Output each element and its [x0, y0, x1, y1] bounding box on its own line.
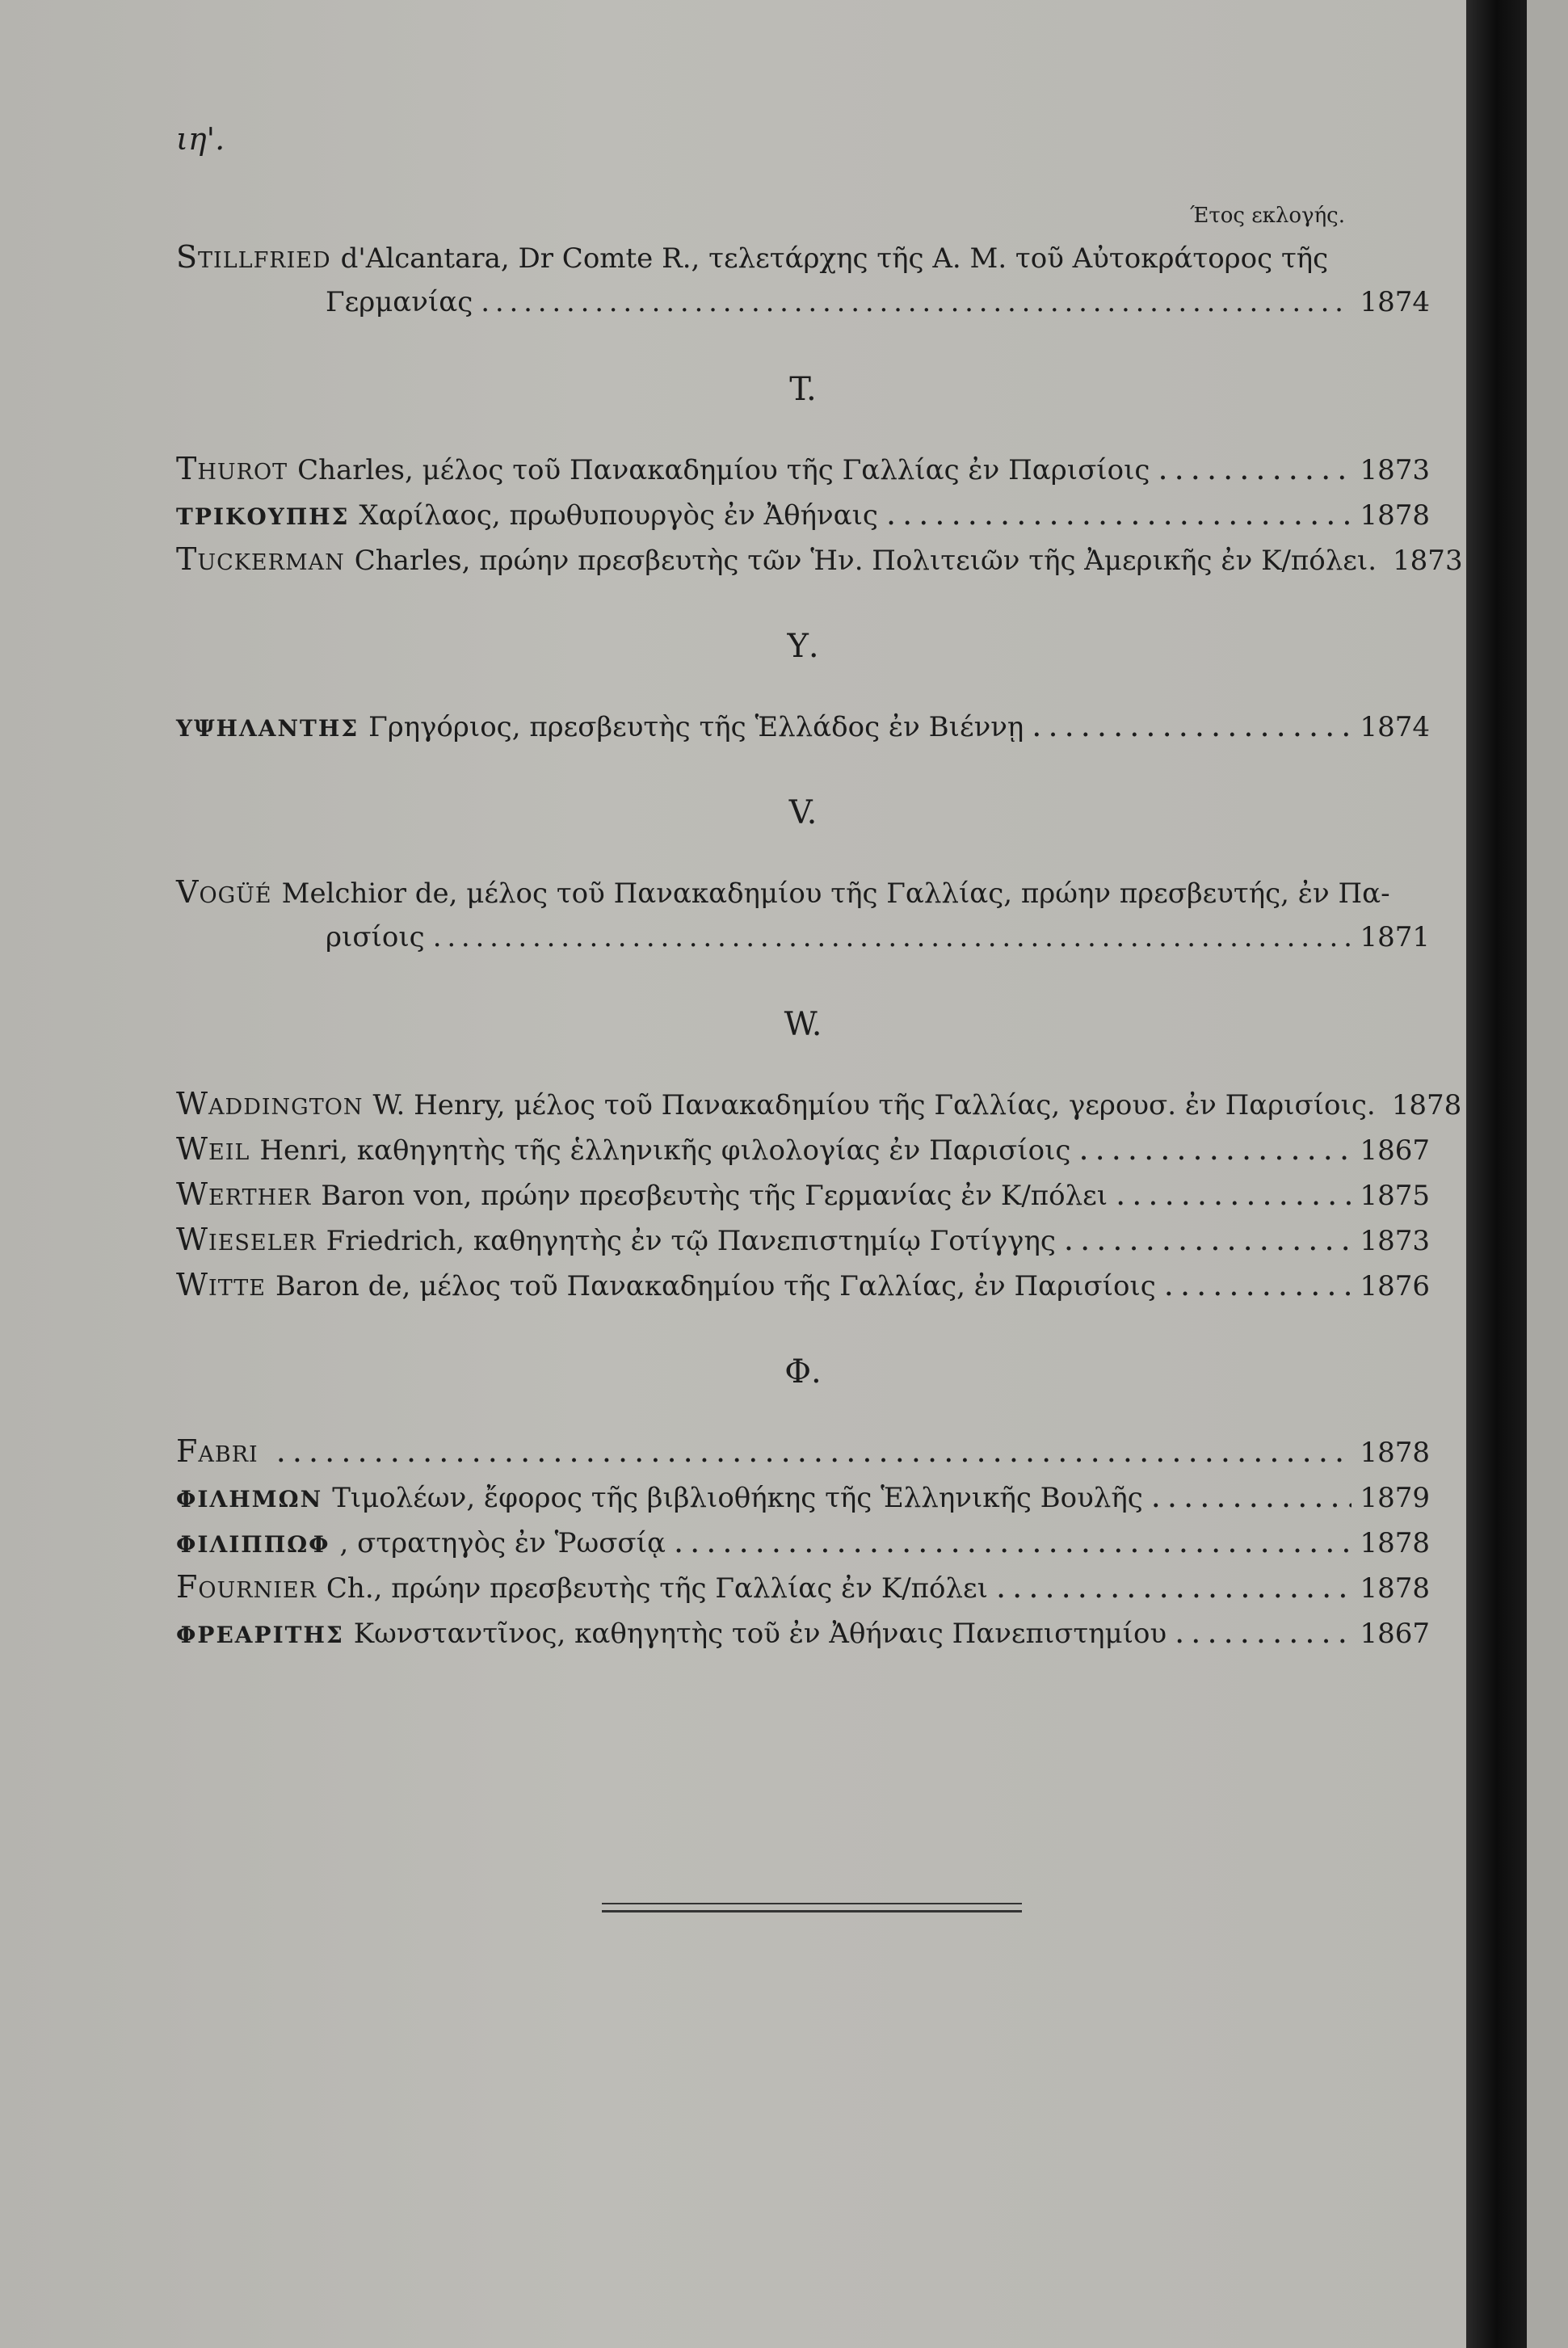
list-entry [176, 1429, 1430, 1474]
entry-name: Vogüé [176, 874, 272, 910]
entry-year: 1878 [1360, 1527, 1430, 1559]
dot-leader [1032, 703, 1352, 748]
adjacent-page-edge [1527, 0, 1568, 2348]
entries-list [176, 234, 1463, 1655]
entry-year: 1876 [1360, 1270, 1430, 1302]
entry-description: Baron de, μέλος τοῦ Πανακαδημίου τῆς Γαλλίας, ἐν Παρισίοις [275, 1270, 1156, 1302]
dot-leader [996, 1564, 1352, 1610]
entry-year: 1873 [1360, 1225, 1430, 1257]
list-entry [176, 703, 1430, 748]
entry-name: Witte [176, 1267, 266, 1302]
entry-name: Tuckerman [176, 541, 345, 577]
dot-leader [276, 1429, 1352, 1474]
entry-year: 1875 [1360, 1180, 1430, 1212]
list-entry [176, 1081, 1462, 1126]
entry-year: 1874 [1360, 286, 1430, 318]
entry-description: W. Henry, μέλος τοῦ Πανακαδημίου τῆς Γαλλίας, γερουσ. ἐν Παρισίοις. [372, 1089, 1376, 1121]
dot-leader [886, 491, 1352, 537]
list-entry [176, 1519, 1430, 1564]
entry-name: Stillfried [176, 239, 331, 275]
entry-name: ΥΨΗΛΑΝΤΗΣ [176, 715, 359, 742]
dot-leader [481, 280, 1352, 325]
list-entry [176, 1610, 1430, 1655]
list-entry [176, 446, 1430, 491]
dot-leader [1078, 1126, 1352, 1172]
entry-name: ΦΙΛΙΠΠΩΦ [176, 1531, 330, 1558]
entry-year: 1878 [1391, 1089, 1462, 1121]
year-column-header: Έτος εκλογής. [1189, 204, 1345, 228]
list-entry [176, 1217, 1430, 1262]
entry-description: Τιμολέων, ἔφορος τῆς βιβλιοθήκης τῆς Ἑλληνικῆς Βουλῆς [332, 1482, 1143, 1514]
list-entry [176, 537, 1463, 582]
entry-year: 1878 [1360, 1572, 1430, 1605]
entry-year: 1878 [1360, 499, 1430, 532]
list-entry [176, 1564, 1430, 1610]
entry-description: , στρατηγὸς ἐν Ῥωσσίᾳ [339, 1527, 666, 1559]
entry-continuation: Γερμανίας [326, 286, 473, 318]
entry-description: d'Alcantara, Dr Comte R., τελετάρχης τῆς Α. Μ. τοῦ Αὐτοκράτορος τῆς [340, 242, 1329, 275]
entry-year: 1873 [1360, 454, 1430, 486]
dot-leader [1151, 1474, 1352, 1519]
entry-description: Ch., πρώην πρεσβευτὴς τῆς Γαλλίας ἐν Κ/πόλει [326, 1572, 988, 1605]
dot-leader [1158, 446, 1352, 491]
dot-leader [1116, 1172, 1352, 1217]
entry-name: ΦΙΛΗΜΩΝ [176, 1486, 323, 1513]
list-entry [176, 491, 1430, 537]
dot-leader [433, 915, 1352, 960]
entry-description: Baron von, πρώην πρεσβευτὴς τῆς Γερμανίας ἐν Κ/πόλει [321, 1180, 1108, 1212]
list-entry [176, 869, 1430, 960]
entry-name: Weil [176, 1131, 250, 1167]
entry-name: Wieseler [176, 1222, 317, 1257]
end-rule [602, 1903, 1022, 1912]
entry-name: Thurot [176, 451, 288, 486]
entry-description: Χαρίλαος, πρωθυπουργὸς ἐν Ἀθήναις [359, 499, 878, 532]
entry-year: 1871 [1360, 921, 1430, 953]
dot-leader [674, 1519, 1352, 1564]
book-spine-shadow [1466, 0, 1527, 2348]
entry-year: 1867 [1360, 1618, 1430, 1650]
dot-leader [1164, 1262, 1352, 1307]
entry-name: Fournier [176, 1569, 317, 1605]
entry-year: 1867 [1360, 1134, 1430, 1167]
entry-description: Charles, μέλος τοῦ Πανακαδημίου τῆς Γαλλίας ἐν Παρισίοις [297, 454, 1150, 486]
section-letter: Φ. [784, 1353, 822, 1391]
entry-name: ΦΡΕΑΡΙΤΗΣ [176, 1622, 344, 1648]
entry-name: Waddington [176, 1086, 364, 1121]
entry-description: Friedrich, καθηγητὴς ἐν τῷ Πανεπιστημίῳ Γοτίγγης [326, 1225, 1056, 1257]
list-entry [176, 1172, 1430, 1217]
list-entry [176, 1262, 1430, 1307]
entry-year: 1878 [1360, 1437, 1430, 1469]
section-letter: V. [788, 794, 818, 831]
entry-year: 1879 [1360, 1482, 1430, 1514]
section-letter: Υ. [787, 628, 819, 665]
entry-name: ΤΡΙΚΟΥΠΗΣ [176, 503, 350, 530]
dot-leader [1175, 1610, 1352, 1655]
entry-year: 1873 [1393, 545, 1463, 577]
entry-description: Κωνσταντῖνος, καθηγητὴς τοῦ ἐν Ἀθήναις Πανεπιστημίου [353, 1618, 1167, 1650]
entry-description: Charles, πρώην πρεσβευτὴς τῶν Ἡν. Πολιτειῶν τῆς Ἀμερικῆς ἐν Κ/πόλει. [354, 545, 1377, 577]
entry-continuation: ρισίοις [326, 921, 425, 953]
entry-description: Γρηγόριος, πρεσβευτὴς τῆς Ἑλλάδος ἐν Βιέννῃ [368, 711, 1024, 743]
entry-description: Henri, καθηγητὴς τῆς ἑλληνικῆς φιλολογίας ἐν Παρισίοις [259, 1134, 1071, 1167]
entry-description: Melchior de, μέλος τοῦ Πανακαδημίου τῆς Γαλλίας, πρώην πρεσβευτής, ἐν Πα- [281, 877, 1390, 910]
list-entry [176, 1126, 1430, 1172]
entry-name: Fabri [176, 1433, 259, 1469]
list-entry [176, 234, 1430, 325]
entry-name: Werther [176, 1176, 312, 1212]
section-letter: T. [789, 371, 817, 408]
list-entry [176, 1474, 1430, 1519]
section-letter: W. [784, 1006, 822, 1043]
page-number: ιη'. [176, 121, 225, 157]
dot-leader [1064, 1217, 1352, 1262]
entry-year: 1874 [1360, 711, 1430, 743]
